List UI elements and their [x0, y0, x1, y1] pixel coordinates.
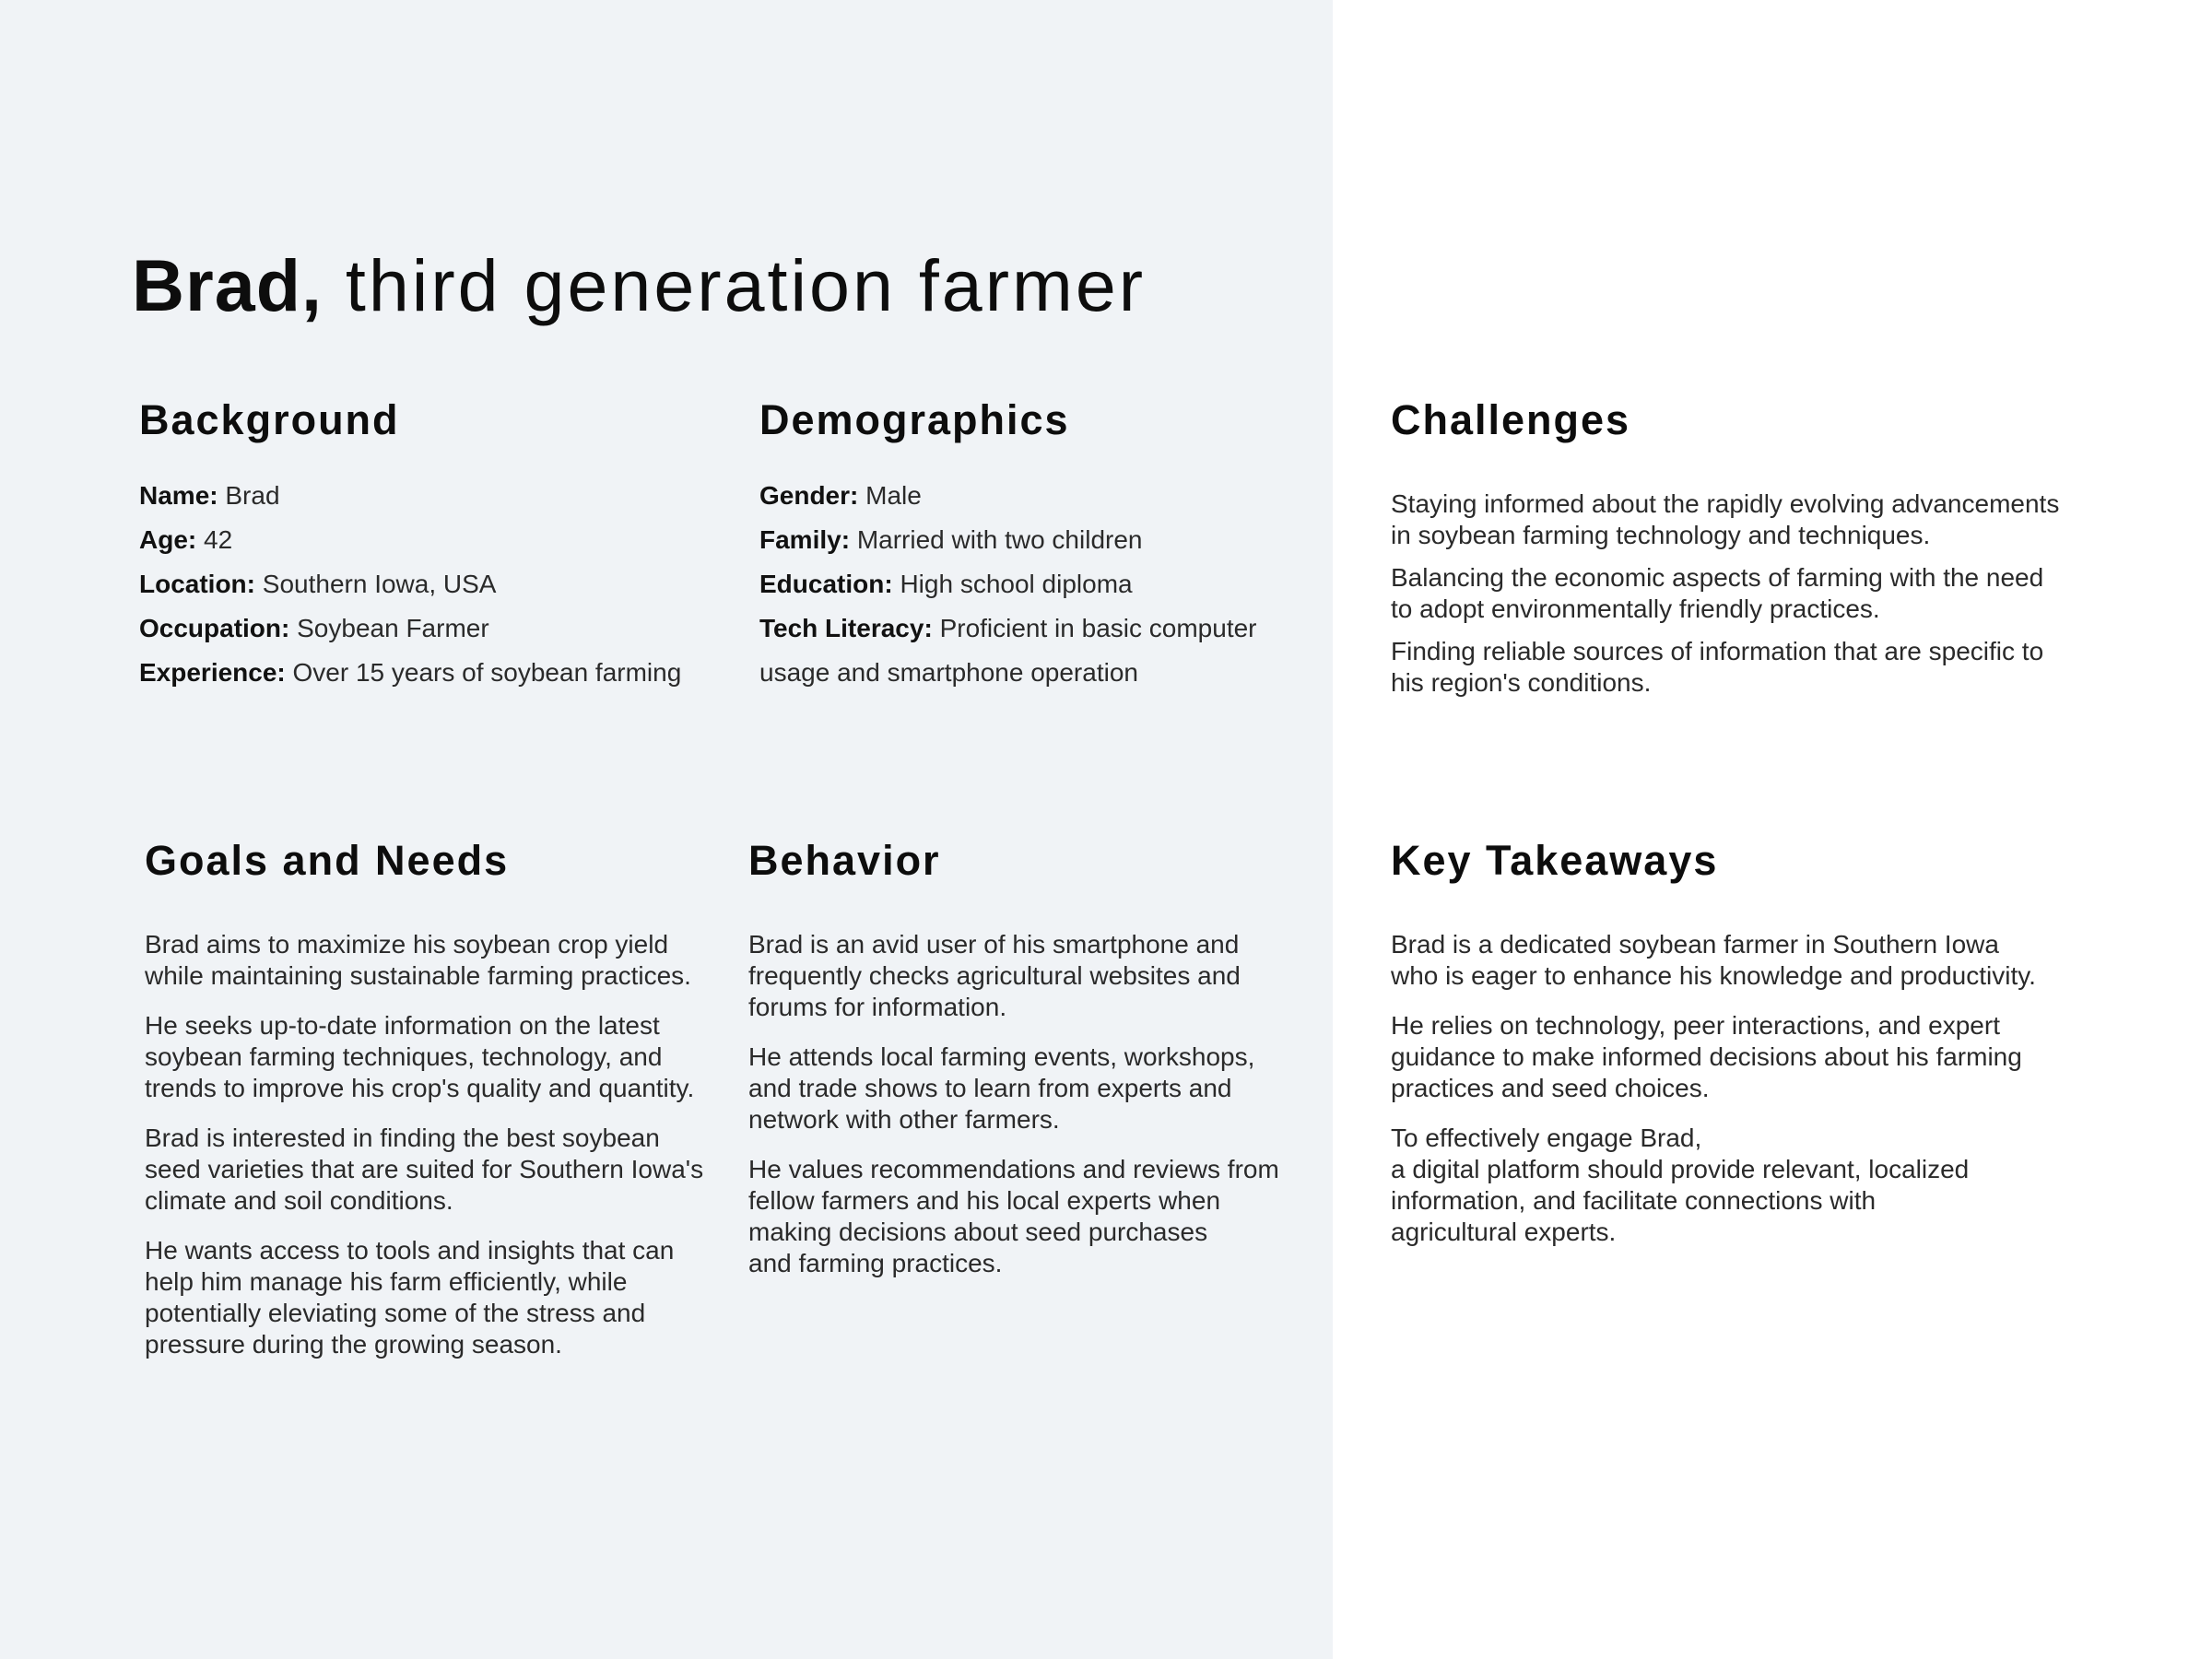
demographics-list: [759, 474, 1257, 695]
demographics-item-family: [759, 518, 1257, 562]
behavior-paragraph: He attends local farming events, workshops, and trade shows to learn from experts and network with other farmers.: [748, 1042, 1255, 1134]
background-heading: Background: [139, 396, 400, 443]
persona-tagline: third generation farmer: [345, 244, 1147, 326]
challenge-paragraph: Balancing the economic aspects of farming with the need to adopt environmentally friendly practices.: [1391, 563, 2044, 623]
background-value: Southern Iowa, USA: [262, 570, 497, 598]
background-value: 42: [204, 525, 233, 554]
challenges-list: [1391, 488, 2183, 710]
goal-paragraph: Brad aims to maximize his soybean crop yield while maintaining sustainable farming practices.: [145, 930, 691, 990]
background-key: Experience:: [139, 658, 286, 687]
background-item-age: [139, 518, 681, 562]
background-key: Location:: [139, 570, 255, 598]
demographics-value: Proficient in basic computer: [939, 614, 1257, 642]
demographics-value: Married with two children: [856, 525, 1143, 554]
challenge-paragraph: Finding reliable sources of information that are specific to his region's conditions.: [1391, 637, 2044, 697]
demographics-key: Family:: [759, 525, 851, 554]
goal-paragraph: Brad is interested in finding the best soybean seed varieties that are suited for Southern Iowa's climate and soil conditions.: [145, 1124, 704, 1215]
behavior-list: [748, 929, 1338, 1298]
background-value: Brad: [225, 481, 280, 510]
goal-paragraph: He seeks up-to-date information on the latest soybean farming techniques, technology, and trends to improve his crop's quality and quantity.: [145, 1011, 695, 1102]
demographics-item-gender: [759, 474, 1257, 518]
page-title: [132, 241, 1146, 330]
takeaway-paragraph: To effectively engage Brad, a digital platform should provide relevant, localized information, and facilitate connections with agricultural experts.: [1391, 1124, 1970, 1246]
challenges-heading: Challenges: [1391, 396, 1631, 443]
goals-section: [145, 835, 704, 1359]
demographics-value: High school diploma: [900, 570, 1133, 598]
takeaways-section: [1391, 835, 2036, 1246]
background-key: Age:: [139, 525, 197, 554]
demographics-item-education: [759, 562, 1257, 606]
background-value: Soybean Farmer: [297, 614, 489, 642]
background-item-experience: [139, 651, 681, 695]
demographics-value: Male: [865, 481, 922, 510]
goals-heading: Goals and Needs: [145, 837, 510, 884]
background-item-name: [139, 474, 681, 518]
behavior-heading: Behavior: [748, 837, 941, 884]
takeaways-heading: Key Takeaways: [1391, 837, 1719, 884]
demographics-heading: Demographics: [759, 396, 1070, 443]
demographics-value-continuation: usage and smartphone operation: [759, 658, 1138, 687]
takeaway-paragraph: He relies on technology, peer interactions, and expert guidance to make informed decisions about his farming practices and seed choices.: [1391, 1011, 2022, 1102]
goals-list: [145, 929, 735, 1379]
behavior-section: [748, 835, 1279, 1277]
takeaway-paragraph: Brad is a dedicated soybean farmer in Southern Iowa who is eager to enhance his knowledge and productivity.: [1391, 930, 2036, 990]
challenges-section: [1391, 394, 2060, 697]
demographics-key: Tech Literacy:: [759, 614, 933, 642]
behavior-paragraph: Brad is an avid user of his smartphone and frequently checks agricultural websites and forums for information.: [748, 930, 1241, 1021]
challenge-paragraph: Staying informed about the rapidly evolving advancements in soybean farming technology and techniques.: [1391, 489, 2060, 549]
background-section: [139, 394, 682, 687]
demographics-section: [759, 394, 1257, 687]
demographics-key: Education:: [759, 570, 893, 598]
takeaways-list: [1391, 929, 2183, 1266]
demographics-item-tech-literacy: [759, 606, 1257, 695]
demographics-key: Gender:: [759, 481, 859, 510]
background-list: [139, 474, 681, 695]
background-item-occupation: [139, 606, 681, 651]
background-key: Name:: [139, 481, 218, 510]
goal-paragraph: He wants access to tools and insights that can help him manage his farm efficiently, while potentially eleviating some of the stress and pressure during the growing season.: [145, 1236, 675, 1359]
persona-name: Brad,: [132, 244, 323, 326]
behavior-paragraph: He values recommendations and reviews from fellow farmers and his local experts when making decisions about seed purchases and farming practices.: [748, 1155, 1279, 1277]
background-key: Occupation:: [139, 614, 290, 642]
background-item-location: [139, 562, 681, 606]
background-value: Over 15 years of soybean farming: [292, 658, 682, 687]
